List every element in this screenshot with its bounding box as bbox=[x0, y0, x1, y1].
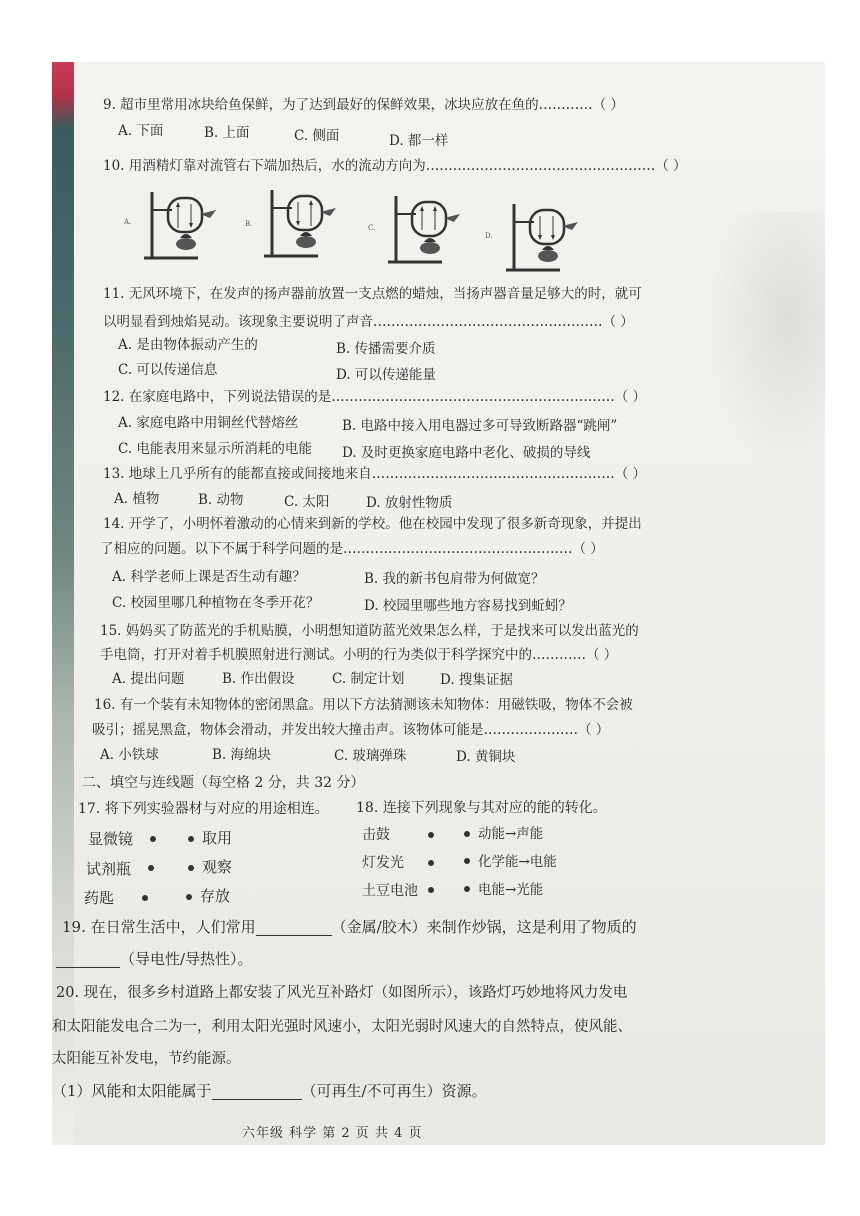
q18-left-dot-0[interactable] bbox=[428, 832, 434, 838]
q12-stem: 12. 在家庭电路中，下列说法错误的是………………………………………………………（ ） bbox=[103, 389, 647, 405]
q17-left-1: 试剂瓶 bbox=[86, 860, 132, 878]
q15-option-d: D. 搜集证据 bbox=[440, 672, 513, 688]
q17-left-dot-2[interactable] bbox=[142, 895, 148, 901]
q9-option-b: B. 上面 bbox=[204, 125, 250, 141]
q17-right-dot-2[interactable] bbox=[186, 894, 192, 900]
q18-right-2: 电能→光能 bbox=[478, 882, 544, 898]
q15-stem-line1: 15. 妈妈买了防蓝光的手机贴膜，小明想知道防蓝光效果怎么样，于是找来可以发出蓝光的 bbox=[100, 623, 639, 639]
q18-right-dot-2[interactable] bbox=[464, 886, 470, 892]
q13-option-c: C. 太阳 bbox=[284, 494, 330, 510]
q12-option-d: D. 及时更换家庭电路中老化、破损的导线 bbox=[342, 445, 591, 461]
q17-right-dot-1[interactable] bbox=[188, 865, 194, 871]
q16-stem-line2: 吸引；摇晃黑盒，物体会滑动，并发出较大撞击声。该物体可能是…………………（ ） bbox=[92, 722, 610, 738]
q15-option-b: B. 作出假设 bbox=[222, 671, 295, 687]
q19-text-part1: 19. 在日常生活中，人们常用 bbox=[62, 918, 256, 936]
q10-diagram-b bbox=[258, 186, 348, 264]
q15-option-a: A. 提出问题 bbox=[112, 671, 185, 687]
q10-stem: 10. 用酒精灯靠对流管右下端加热后，水的流动方向为……………………………………………（ ） bbox=[103, 158, 687, 174]
q14-option-d: D. 校园里哪些地方容易找到蚯蚓？ bbox=[364, 598, 572, 614]
q10-diagram-d bbox=[500, 200, 590, 278]
q20-line1: 20. 现在，很多乡村道路上都安装了风光互补路灯（如图所示），该路灯巧妙地将风力发电 bbox=[56, 985, 628, 1001]
q11-option-a: A. 是由物体振动产生的 bbox=[118, 337, 258, 353]
page-edge-strip bbox=[52, 62, 74, 1145]
q15-stem-line2: 手电筒，打开对着手机膜照射进行测试。小明的行为类似于科学探究中的…………（ ） bbox=[100, 647, 618, 663]
q9-option-a: A. 下面 bbox=[118, 123, 164, 139]
page-footer: 六年级 科学 第 2 页 共 4 页 bbox=[242, 1126, 423, 1141]
q18-stem: 18. 连接下列现象与其对应的能的转化。 bbox=[356, 800, 607, 816]
q20-sub1-text-a: （1）风能和太阳能属于 bbox=[52, 1082, 212, 1100]
q11-option-d: D. 可以传递能量 bbox=[336, 367, 436, 383]
q16-option-c: C. 玻璃弹珠 bbox=[334, 748, 407, 764]
q18-right-dot-1[interactable] bbox=[464, 858, 470, 864]
q18-right-1: 化学能→电能 bbox=[478, 854, 557, 870]
q14-option-a: A. 科学老师上课是否生动有趣？ bbox=[112, 569, 306, 585]
q10-label-a: A. bbox=[124, 218, 132, 226]
q16-option-a: A. 小铁球 bbox=[100, 747, 159, 763]
q20-line3: 太阳能互补发电，节约能源。 bbox=[52, 1051, 241, 1067]
q18-right-dot-0[interactable] bbox=[464, 831, 470, 837]
q12-option-a: A. 家庭电路中用铜丝代替熔丝 bbox=[118, 415, 299, 431]
q17-stem: 17. 将下列实验器材与对应的用途相连。 bbox=[78, 801, 329, 817]
q10-label-c: C. bbox=[368, 224, 376, 232]
q19-blank-2[interactable] bbox=[56, 967, 120, 968]
q10-label-b: B. bbox=[245, 220, 253, 228]
q17-left-dot-1[interactable] bbox=[148, 865, 154, 871]
q17-right-1: 观察 bbox=[202, 858, 233, 876]
q13-option-d: D. 放射性物质 bbox=[366, 495, 453, 511]
q14-stem-line1: 14. 开学了，小明怀着激动的心情来到新的学校。他在校园中发现了很多新奇现象，并提出 bbox=[103, 516, 642, 532]
q18-right-0: 动能→声能 bbox=[478, 826, 544, 842]
q12-option-b: B. 电路中接入用电器过多可导致断路器“跳闸” bbox=[342, 418, 618, 434]
q20-sub1 bbox=[52, 1082, 487, 1100]
section2-heading: 二、填空与连线题（每空格 2 分，共 32 分） bbox=[82, 775, 365, 791]
q16-option-d: D. 黄铜块 bbox=[456, 749, 516, 765]
q18-left-dot-1[interactable] bbox=[428, 860, 434, 866]
q19-line1 bbox=[62, 918, 637, 936]
q17-right-dot-0[interactable] bbox=[188, 836, 194, 842]
q20-line2: 和太阳能发电合二为一，利用太阳光强时风速小，太阳光弱时风速大的自然特点，使风能、 bbox=[52, 1019, 632, 1035]
q15-option-c: C. 制定计划 bbox=[332, 671, 405, 687]
q10-diagram-c bbox=[382, 192, 472, 270]
q17-left-dot-0[interactable] bbox=[150, 836, 156, 842]
q18-left-dot-2[interactable] bbox=[428, 887, 434, 893]
q11-option-c: C. 可以传递信息 bbox=[118, 362, 218, 378]
q9-stem: 9. 超市里常用冰块给鱼保鲜，为了达到最好的保鲜效果，冰块应放在鱼的…………（ ） bbox=[103, 97, 624, 113]
q20-sub1-text-b: （可再生/不可再生）资源。 bbox=[301, 1082, 487, 1100]
q16-option-b: B. 海绵块 bbox=[212, 747, 272, 763]
q18-left-1: 灯发光 bbox=[362, 855, 404, 871]
q12-option-c: C. 电能表用来显示所消耗的电能 bbox=[118, 441, 312, 457]
q13-stem: 13. 地球上几乎所有的能都直接或间接地来自………………………………………………（ ） bbox=[103, 466, 647, 482]
q14-stem-line2: 了相应的问题。以下不属于科学问题的是……………………………………………（ ） bbox=[100, 541, 604, 557]
q13-option-a: A. 植物 bbox=[114, 491, 160, 507]
q17-left-0: 显微镜 bbox=[88, 830, 134, 848]
q14-option-c: C. 校园里哪几种植物在冬季开花？ bbox=[112, 595, 320, 611]
q18-left-2: 土豆电池 bbox=[362, 883, 418, 899]
q13-option-b: B. 动物 bbox=[198, 492, 244, 508]
q18-left-0: 击鼓 bbox=[362, 827, 390, 843]
q20-sub1-blank[interactable] bbox=[212, 1099, 302, 1100]
q10-diagram-a bbox=[138, 188, 228, 266]
q17-right-2: 存放 bbox=[200, 887, 231, 905]
q14-option-b: B. 我的新书包肩带为何做宽？ bbox=[364, 571, 545, 587]
q17-left-2: 药匙 bbox=[84, 889, 115, 907]
paper-shadow bbox=[705, 212, 825, 472]
q17-right-0: 取用 bbox=[202, 829, 233, 847]
q9-option-d: D. 都一样 bbox=[389, 133, 449, 149]
q11-stem-line2: 以明显看到烛焰晃动。该现象主要说明了声音……………………………………………（ ） bbox=[103, 314, 634, 330]
q19-text-part3: （导电性/导热性）。 bbox=[120, 950, 253, 968]
q19-line2 bbox=[56, 950, 253, 968]
q9-option-c: C. 侧面 bbox=[294, 128, 340, 144]
q10-label-d: D. bbox=[485, 232, 493, 240]
q16-stem-line1: 16. 有一个装有未知物体的密闭黑盒。用以下方法猜测该未知物体：用磁铁吸，物体不会被 bbox=[94, 697, 633, 713]
q11-stem-line1: 11. 无风环境下，在发声的扬声器前放置一支点燃的蜡烛，当扬声器音量足够大的时，就可 bbox=[103, 286, 642, 302]
q11-option-b: B. 传播需要介质 bbox=[336, 341, 436, 357]
q19-blank-1[interactable] bbox=[256, 935, 332, 936]
q19-text-part2: （金属/胶木）来制作炒锅，这是利用了物质的 bbox=[331, 918, 637, 936]
